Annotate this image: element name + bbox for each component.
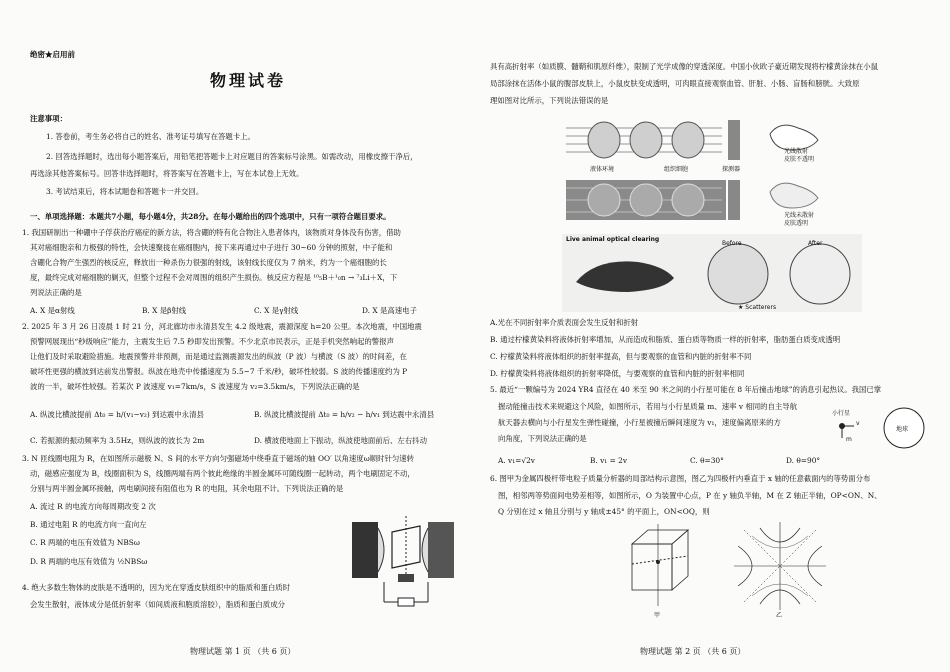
notice-1: 1. 答卷前，考生务必将自己的姓名、准考证号填写在答题卡上。 (46, 132, 255, 141)
page-1-footer: 物理试题 第 1 页 （共 6 页） (190, 647, 296, 656)
quadrupole-figure-jia: 甲 (618, 520, 702, 620)
notice-heading: 注意事项： (30, 114, 67, 123)
q3-option-d: D. R 两端的电压有效值为 ½NBSω (30, 557, 148, 566)
q1-option-b: B. X 是β射线 (142, 306, 187, 315)
q4-option-b: B. 通过柠檬黄染料将液体折射率增加，从而造成和脂质、蛋白质等物质一样的折射率，脂肪蛋白质变成透明 (490, 335, 841, 344)
q2-option-c: C. 若振源的振动频率为 3.5Hz，则纵波的波长为 2m (30, 436, 205, 445)
mouse-clear-icon (770, 183, 818, 208)
q4-option-c: C. 柠檬黄染料将液体组织的折射率提高，但与要观察的血管和内脏的折射率不同 (490, 352, 752, 361)
scattering-row (566, 120, 818, 160)
page-2: 具有高折射率（如质膜、髓鞘和肌原纤维），限制了光学成像的穿透深度。中国小伙欧子豪近期发现将柠檬黄涂抹在小鼠 局部涂抹在活体小鼠的腹部皮肤上，小鼠皮肤变成透明，可肉眼直接观察血管、肝脏、小肠、盲肠和膀胱。大致原 理如图对比所示，下列说法错误的是 液体环境 组织细胞 探测器 光线散射 皮肤不透明 光线未散射 皮肤透明 Live animal optical clearing Before After ★ Scatterers A.光在不同折射率介质表面会发生反射和折射 B. 通过柠檬黄染料将液体折射率增加，从而造成和脂质、蛋白质等物质一样的折射率，脂肪蛋白质变成透明 C. 柠檬黄染料将液体组织的折射率提高，但与要观察的血管和内脏的折射率不同 D. 柠檬黄染料将液体组织的折射率降低，与要观察的血管和内脏的折射率相同 5. 最近“一颗编号为 2024 YR4 直径在 40 米至 90 米之间的小行星可能在 8 年后撞击地球”的消息引起热议。我国已掌 握动能撞击技术来规避这个风险，如图所示，若用与小行星质量 m、速率 v 相同的自主导航 航天器去横向与小行星发生弹性碰撞，小行星被撞后瞬间速度为 v₁，速度偏离原来的方 向角度，下列说法正确的是 A. v₁=√2v B. v₁ = 2v C. θ=30° D. θ=90° 小行星 v m 地球 6. 图甲为金属四极杆带电粒子质量分析器的局部结构示意图，图乙为四极杆内垂直于 x 轴的任意截面内的等势面分布 图，相邻两等势面间电势差相等，如图所示，O 为装置中心点，P 在 y 轴负半轴，M 在 Z 轴正半轴，OP<ON、N、 Q 分别在过 x 轴且分别与 y 轴成±45° 的平面上，ON<OQ，则 甲 乙 物理试题 第 2 页 （共 6 页） (490, 0, 935, 672)
notice-2b: 再选涂其他答案标号。回答非选择题时，将答案写在答题卡上，写在本试卷上无效。 (30, 169, 304, 178)
q4-option-a: A.光在不同折射率介质表面会发生反射和折射 (490, 318, 639, 327)
slip-ring-icon (398, 574, 414, 582)
page-2-footer: 物理试题 第 2 页 （共 6 页） (640, 647, 746, 656)
detector-icon (728, 120, 740, 160)
before-circle (708, 244, 768, 304)
notice-3: 3. 考试结束后，将本试题卷和答题卡一并交回。 (46, 187, 204, 196)
magnet-n-icon (352, 522, 378, 578)
optical-clearing-figure: 液体环境 组织细胞 探测器 光线散射 皮肤不透明 光线未散射 皮肤透明 Live animal optical clearing Before After ★ Scatterers (562, 106, 862, 312)
secret-label: 绝密★启用前 (30, 50, 75, 59)
q3-option-a: A. 流过 R 的电流方向每周期改变 2 次 (30, 502, 156, 511)
q5-option-d: D. θ=90° (786, 456, 821, 465)
q5-option-c: C. θ=30° (690, 456, 724, 465)
q5-option-b: B. v₁ = 2v (590, 456, 628, 465)
equipotential-figure-yi: 乙 (730, 520, 830, 620)
after-circle (790, 244, 850, 304)
section-heading: 一、单项选择题：本题共7小题，每小题4分，共28分。在每小题给出的四个选项中，只有一项符合题目要求。 (30, 212, 391, 221)
notice-2: 2. 回答选择题时，选出每小题答案后，用铅笔把答题卡上对应题目的答案标号涂黑。如需改动，用橡皮擦干净后， (46, 152, 418, 161)
q1-option-d: D. X 是高速电子 (362, 306, 417, 315)
tissue-cell-icon (672, 122, 704, 158)
tissue-cell-icon (588, 122, 620, 158)
tissue-cell-icon (630, 122, 662, 158)
q1-option-a: A. X 是α射线 (30, 306, 75, 315)
generator-figure (344, 510, 462, 610)
q3-option-c: C. R 两端的电压有效值为 NBSω (30, 538, 140, 547)
q5-option-a: A. v₁=√2v (498, 456, 535, 465)
q2-option-a: A. 纵波比横波提前 Δt₀ = h/(v₁−v₂) 到达震中永清县 (30, 410, 204, 419)
page-1: 绝密★启用前 物理试卷 注意事项： 1. 答卷前，考生务必将自己的姓名、准考证号填写在答题卡上。 2. 回答选择题时，选出每小题答案后，用铅笔把答题卡上对应题目的答案标号涂黑。如需改动，用橡皮擦干净后， 再选涂其他答案标号。回答非选择题时，将答案写在答题卡上，写在本试卷上无效。 3. 考试结束后，将本试题卷和答题卡一并交回。 一、单项选择题：本题共7小题，每小题4分，共28分。在每小题给出的四个选项中，只有一项符合题目要求。 1. 我国研制出一种硼中子俘获治疗癌症的新方法，将含硼的特有化合物注入患者体内，该物质对身体没有伤害，借助 其对癌细胞亲和力极强的特性，会快速聚拢在癌细胞内，接下来再通过中子进行 30~60 分钟的照射，中子能和 含硼化合物产生强烈的核反应，释放出一种杀伤力很强的射线，该射线长度仅为 7 纳米，约为一个癌细胞的长 度，最终完成对癌细胞的剿灭，但整个过程不会对周围的组织产生损伤。核反应方程是 ¹⁰₅B＋¹₀n → ⁷₃Li＋X，下 列说法正确的是 A. X 是α射线 B. X 是β射线 C. X 是γ射线 D. X 是高速电子 2. 2025 年 3 月 26 日凌晨 1 时 21 分，河北廊坊市永清县发生 4.2 级地震，震源深度 h=20 公里。本次地震，中国地震 预警网展现出“秒级响应”能力，主震发生后 7.5 秒即发出预警。不少北京市民表示，正是手机突然响起的警报声 让他们及时采取避险措施。地震预警并非预测，而是通过监测震源发出的纵波（P 波）与横波（S 波）的时间差，在 破坏性更强的横波到达前发出警报。纵波在地壳中传播速度为 5.5~7 千米/秒，破坏性较弱。S 波的传播速度约为 P 波的一半，破坏性较强。若某次 P 波速度 v₁=7km/s，S 波速度为 v₂=3.5km/s，下列说法正确的是 A. 纵波比横波提前 Δt₀ = h/(v₁−v₂) 到达震中永清县 B. 纵波比横波提前 Δt₀ = h/v₂ − h/v₁ 到达震中永清县 C. 若振源的振动频率为 3.5Hz，则纵波的波长为 2m D. 横波使地面上下振动，纵波使地面前后、左右抖动 3. N 匝线圈电阻为 R，在如图所示磁极 N、S 间的水平方向匀强磁场中绕垂直于磁场的轴 OO′ 以角速度ω顺时针匀速转 动，磁感应强度为 B，线圈面积为 S，线圈两端有两个彼此绝缘的半圆金属环可随线圈一起转动，两个电刷固定不动， 分别与两半圆金属环接触，两电刷间接有阻值也为 R 的电阻，其余电阻不计。下列说法正确的是 A. 流过 R 的电流方向每周期改变 2 次 B. 通过电阻 R 的电流方向一直向左 C. R 两端的电压有效值为 NBSω D. R 两端的电压有效值为 ½NBSω 4. 绝大多数生物体的皮肤是不透明的，因为光在穿透皮肤组织中的脂质和蛋白质时 会发生散射，液体成分是低折射率（如间质液和胞质溶胶），脂质和蛋白质成分 物理试题 第 1 页 （共 6 页） (22, 0, 477, 672)
q1-option-c: C. X 是γ射线 (254, 306, 299, 315)
q2-option-b: B. 纵波比横波提前 Δt₀ = h/v₂ − h/v₁ 到达震中永清县 (254, 410, 435, 419)
clear-row (566, 180, 818, 220)
q3-option-b: B. 通过电阻 R 的电流方向一直向左 (30, 520, 147, 529)
magnet-s-icon (428, 522, 454, 578)
q2-option-d: D. 横波使地面上下振动，纵波使地面前后、左右抖动 (254, 436, 427, 445)
resistor-icon (398, 598, 414, 606)
asteroid-figure: 小行星 v m 地球 (820, 404, 932, 452)
page-title: 物理试卷 (210, 71, 287, 90)
q4-option-d: D. 柠檬黄染料将液体组织的折射率降低，与要观察的血管和内脏的折射率相同 (490, 369, 745, 378)
